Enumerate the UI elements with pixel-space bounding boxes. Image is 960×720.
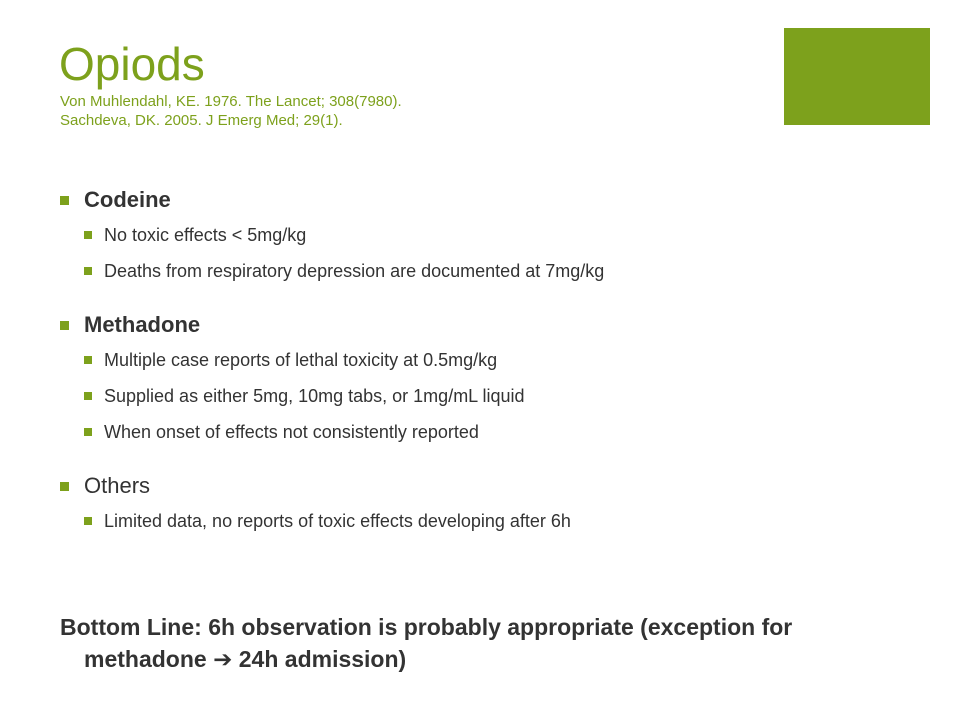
sub-bullet-text: Deaths from respiratory depression are documented at 7mg/kg [104,261,605,281]
right-arrow-icon: ➔ [213,647,233,673]
square-bullet-icon [84,267,92,275]
sub-bullet [60,260,920,282]
bullet-heading [60,470,920,502]
sub-bullet-text: Limited data, no reports of toxic effects developing after 6h [104,511,571,531]
citation-line: Sachdeva, DK. 2005. J Emerg Med; 29(1). [60,112,343,129]
bullet-heading [60,309,920,341]
section-methadone [60,309,920,443]
bottom-line [60,611,930,676]
square-bullet-icon [84,392,92,400]
sub-bullet [60,349,920,371]
sub-bullet-text: No toxic effects < 5mg/kg [104,225,307,245]
accent-square [784,28,930,125]
citation-line: Von Muhlendahl, KE. 1976. The Lancet; 308(7980). [60,93,402,110]
square-bullet-icon [84,428,92,436]
sub-bullet-text: Multiple case reports of lethal toxicity at 0.5mg/kg [104,350,498,370]
bottom-line-text: methadone [84,646,214,672]
section-codeine [60,184,920,282]
square-bullet-icon [84,231,92,239]
bullet-heading-text: Codeine [84,187,171,212]
sub-bullet [60,385,920,407]
citations [60,92,402,130]
sub-bullet-text: When onset of effects not consistently reported [104,422,479,442]
section-others [60,470,920,532]
bottom-line-text: 24h admission) [232,646,407,672]
square-bullet-icon [60,196,69,205]
square-bullet-icon [60,482,69,491]
sub-bullet [60,224,920,246]
square-bullet-icon [60,321,69,330]
sub-bullet [60,421,920,443]
bullet-heading [60,184,920,216]
slide-title: Opiods [59,38,205,90]
bottom-line-text: Bottom Line: 6h observation is probably appropriate (exception for [60,614,793,640]
bullet-heading-text: Others [84,473,151,498]
sub-bullet-text: Supplied as either 5mg, 10mg tabs, or 1mg/mL liquid [104,386,525,406]
bullet-heading-text: Methadone [84,312,201,337]
bottom-line-continuation [60,643,930,676]
square-bullet-icon [84,517,92,525]
bullet-content [60,184,920,532]
sub-bullet [60,510,920,532]
square-bullet-icon [84,356,92,364]
